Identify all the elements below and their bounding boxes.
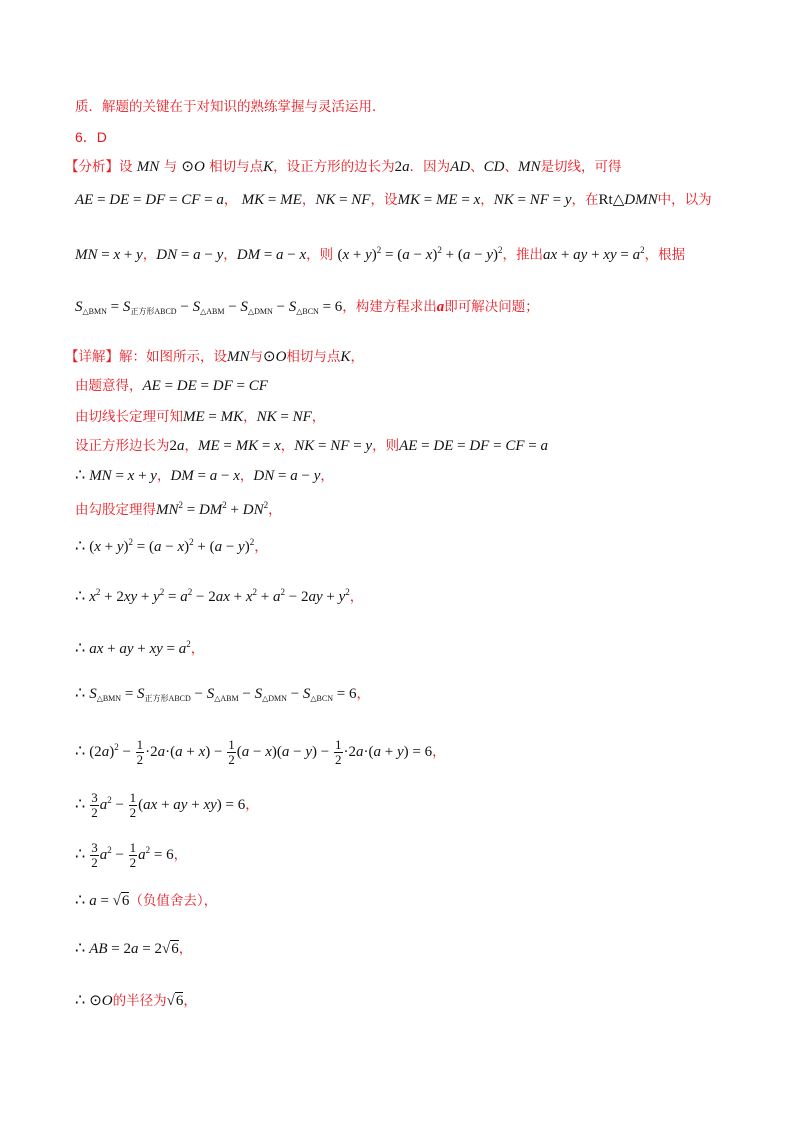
math: $S_{\triangle BMN} = S_{正方形ABCD} - S_{\triangle ABM} - S_{\triangle DMN} - S_{\triangle BCN} = 6$	[89, 686, 357, 703]
text: 与	[249, 349, 263, 365]
equation-8	[75, 890, 217, 911]
math: NK = NF = y	[493, 192, 572, 208]
text: 的半径为	[112, 993, 167, 1009]
math: AE = DE = DF = CF = a	[75, 192, 224, 208]
equation-3: ∴ ax + ay + xy = $a^2$，	[75, 638, 205, 657]
text: ，设正方形的边长为	[273, 159, 395, 175]
text: 即可解决问题；	[444, 299, 539, 315]
text: ，构建方程求出	[342, 299, 437, 315]
math: AE = DE = DF = CF	[142, 378, 268, 394]
math: K	[340, 349, 351, 365]
text: 设	[383, 192, 398, 208]
text: 相切与点	[209, 159, 264, 175]
equation-4: ∴ $S_{\triangle BMN} = S_{正方形ABCD} - S_{\triangle ABM} - S_{\triangle DMN} - S_{\triangle BCN} = 6$，	[75, 683, 370, 703]
math: $x^2 + 2xy + y^2 = a^2 - 2ax + x^2 + a^2 - 2ay + y^2$	[89, 587, 350, 605]
therefore-symbol: ∴	[75, 741, 86, 760]
circle-o-symbol: ⊙O	[89, 993, 113, 1009]
math: $\frac{3}{2}$ $a^2$ − $\frac{1}{2}$ (ax + ay + xy) = 6	[91, 790, 246, 821]
equation-1: ∴ $(x + y)^2 = (a - x)^2 + (a - y)^2$，	[75, 536, 268, 555]
math: ax + ay + xy = $a^2$	[543, 245, 645, 263]
math: 2a	[169, 438, 185, 454]
math: MN	[227, 349, 250, 365]
equation-10: ∴ ⊙O的半径为√6，	[75, 990, 197, 1009]
math: AE = DE = DF = CF = a	[399, 438, 548, 454]
text: 在	[585, 192, 599, 208]
math: DN = a − y	[156, 247, 224, 263]
text: 中，以为	[657, 192, 712, 208]
text: 与	[163, 159, 178, 175]
math: MK = ME	[241, 192, 302, 208]
detail-line-4: 设正方形边长为2a，ME = MK = x，NK = NF = y，则AE = DE = DF = CF = a	[75, 438, 548, 454]
math: $\frac{3}{2}$ $a^2$ − $\frac{1}{2}$ $a^2 = 6$	[91, 840, 174, 871]
math: $MN^2 = DM^2 + DN^2$	[156, 500, 269, 518]
math: MN = x + y	[89, 468, 157, 484]
math: $(2a)^2$ − $\frac{1}{2}$ ·2a·(a + x) − $\frac{1}{2}$ (a − x)(a − y) − $\frac{1}{2}$ ·2a·(a + y) = 6	[89, 737, 433, 768]
circle-o-symbol: ⊙O	[181, 159, 205, 175]
text: 则	[319, 247, 334, 263]
math: DM = a − x	[170, 468, 240, 484]
text: 由题意得，	[75, 378, 143, 394]
analysis-line-3: MN = x + y，DN = a − y，DM = a − x，则 $(x + y)^2 = (a - x)^2 + (a - y)^2$，推出ax + ay + xy = $a^2$，根据	[75, 245, 686, 263]
equation-7: ∴ $\frac{3}{2}$ $a^2$ − $\frac{1}{2}$ $a^2 = 6$，	[75, 840, 188, 871]
math: MN = x + y	[75, 247, 143, 263]
math: ME = MK	[183, 409, 244, 425]
math: ax + ay + xy = $a^2$	[89, 639, 191, 657]
text: 设正方形边长为	[75, 438, 170, 454]
math: DM = a − x	[236, 247, 307, 263]
math: NK = NF = y	[294, 438, 373, 454]
circle-o-symbol: ⊙O	[263, 349, 287, 365]
equation-2: ∴ $x^2 + 2xy + y^2 = a^2 - 2ax + x^2 + a^2 - 2ay + y^2$，	[75, 586, 364, 605]
intro-text: 质．解题的关键在于对知识的熟练掌握与灵活运用．	[75, 99, 386, 115]
equation-5: ∴ $(2a)^2$ − $\frac{1}{2}$ ·2a·(a + x) − $\frac{1}{2}$ (a − x)(a − y) − $\frac{1}{2}$ ·2a·(a + y) = 6，	[75, 737, 446, 768]
text: ．因为	[409, 159, 451, 175]
text: 由切线长定理可知	[75, 409, 183, 425]
math: CD	[483, 159, 505, 175]
math: NK = NF	[315, 192, 371, 208]
analysis-line-2: AE = DE = DF = CF = a， MK = ME，NK = NF，设MK = ME = x，NK = NF = y，在Rt△DMN中，以为	[75, 192, 712, 208]
text: 相切与点	[286, 349, 341, 365]
detail-line-6: 由勾股定理得$MN^2 = DM^2 + DN^2$，	[75, 500, 282, 518]
therefore-symbol: ∴	[75, 990, 86, 1009]
analysis-line-4	[75, 297, 539, 322]
math: DN = a − y	[253, 468, 321, 484]
math: $(x + y)^2 = (a - x)^2 + (a - y)^2$	[89, 537, 255, 555]
therefore-symbol: ∴	[75, 683, 86, 702]
math: $S_{\triangle BMN} = S_{正方形ABCD} - S_{\triangle ABM} - S_{\triangle DMN} - S_{\triangle BCN} = 6$	[75, 299, 343, 316]
detail-line-3: 由切线长定理可知ME = MK，NK = NF，	[75, 409, 326, 425]
therefore-symbol: ∴	[75, 938, 86, 957]
detail-line-2	[75, 376, 268, 396]
text: （负值舍去），	[129, 893, 218, 909]
math: NK = NF	[256, 409, 312, 425]
math: √6	[166, 993, 184, 1009]
text: 是切线，可得	[540, 159, 622, 175]
analysis-label: 【分析】	[65, 159, 119, 175]
math: Rt△DMN	[598, 192, 658, 208]
math: 2a	[394, 159, 410, 175]
text: 则	[385, 438, 400, 454]
text: 由勾股定理得	[75, 502, 156, 518]
detail-label: 【详解】	[65, 349, 119, 365]
math: AD	[450, 159, 471, 175]
therefore-symbol: ∴	[75, 465, 86, 484]
therefore-symbol: ∴	[75, 586, 86, 605]
text: 设	[119, 159, 133, 175]
therefore-symbol: ∴	[75, 638, 86, 657]
therefore-symbol: ∴	[75, 536, 86, 555]
text: 解：如图所示，设	[119, 349, 227, 365]
detail-line-1: 【详解】解：如图所示，设MN与⊙O相切与点K，	[65, 349, 364, 365]
math: $(x + y)^2 = (a - x)^2 + (a - y)^2$	[337, 245, 503, 263]
math: MK = ME = x	[397, 192, 481, 208]
math: a	[436, 299, 445, 315]
math: MN	[517, 159, 541, 175]
detail-line-5: ∴ MN = x + y，DM = a − x，DN = a − y，	[75, 465, 334, 484]
text: ，推出	[502, 247, 543, 263]
therefore-symbol: ∴	[75, 794, 86, 813]
analysis-line-1: 【分析】设 MN 与 ⊙O 相切与点K，设正方形的边长为2a．因为AD、CD、MN是切线，可得	[65, 159, 622, 175]
math: MN	[136, 159, 160, 175]
equation-6: ∴ $\frac{3}{2}$ $a^2$ − $\frac{1}{2}$ (ax + ay + xy) = 6，	[75, 790, 259, 821]
equation-9: ∴ AB = 2a = 2√6，	[75, 938, 193, 957]
therefore-symbol: ∴	[75, 890, 86, 909]
question-number: 6．D	[75, 129, 107, 145]
math: AB = 2a = 2√6	[89, 941, 179, 957]
math: a = √6	[89, 893, 130, 909]
text: ，根据	[644, 247, 686, 263]
math: ME = MK = x	[198, 438, 281, 454]
therefore-symbol: ∴	[75, 844, 86, 863]
math: K	[263, 159, 274, 175]
